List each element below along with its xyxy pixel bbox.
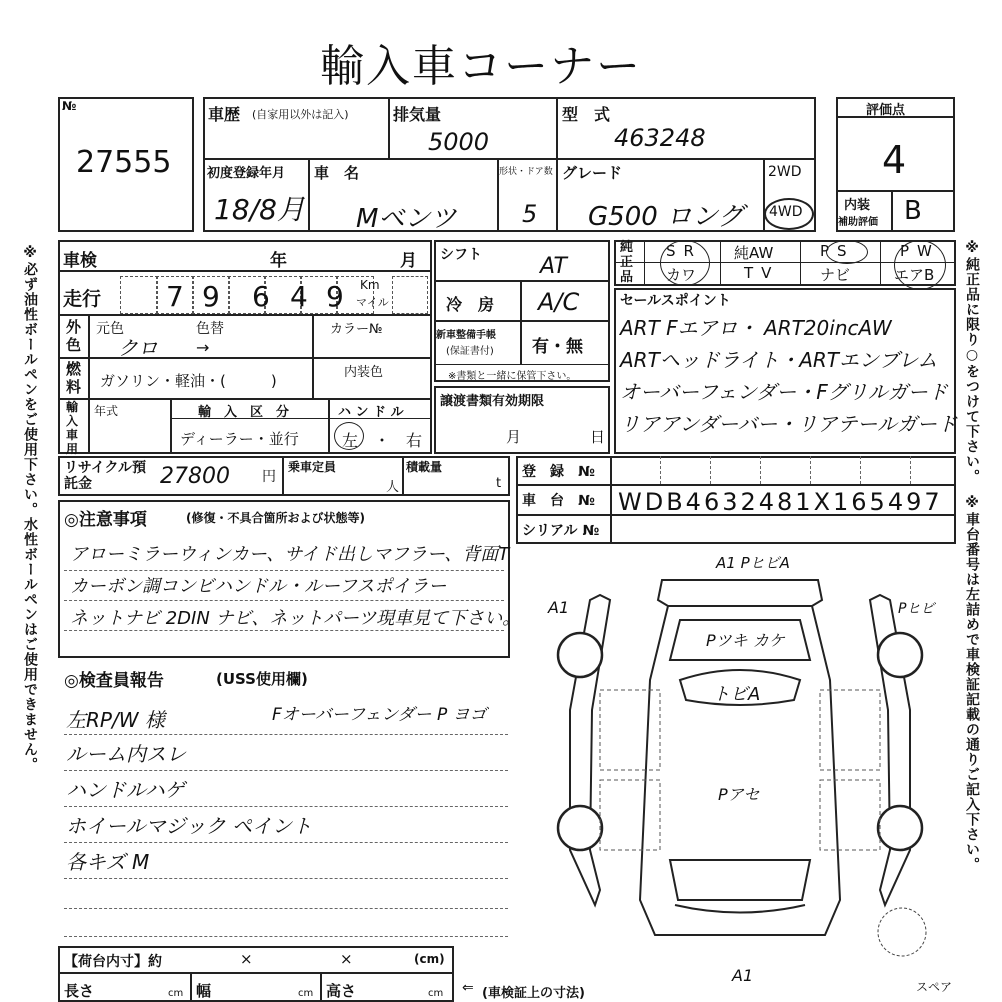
sales-point-3: オーバーフェンダー・Fグリルガード [620,380,948,404]
warranty-note: ※書類と一緒に保管下さい。 [448,371,577,382]
inspector-line-1-right: Fオーバーフェンダー P ヨゴ [272,705,487,725]
equipment-sr: SR [666,242,702,260]
cargo-x1: × [240,950,253,968]
interior-label: 内装 [844,198,871,213]
model-label: 型 式 [562,105,611,124]
cargo-width-label: 幅 [196,982,212,1000]
lot-number: 27555 [76,145,172,180]
wheel-front-left [558,633,602,677]
warranty-sub: (保証書付) [446,346,494,357]
mark-windshield: トビA [712,684,761,705]
left-side-note: ※必ず油性ボールペンをご使用下さい。水性ボールペンはご使用できません。 [22,245,38,772]
equipment-circle-ps [826,240,868,264]
inspector-line-4: ホイールマジック ペイント [66,814,312,838]
mileage-unit-km: Km [360,278,380,292]
mileage-digit-1: 7 [166,280,184,313]
mileage-digit-5: 9 [326,280,344,313]
mileage-digit-2: 9 [202,280,220,313]
equipment-navi: ナビ [820,266,851,284]
equipment-ps: PS [820,242,855,260]
shift-value: AT [540,254,567,279]
history-note: (自家用以外は記入) [252,108,349,121]
mark-right-front: Pヒビ [898,601,935,617]
car-damage-diagram [540,560,950,960]
cargo-unit: (cm) [414,952,445,966]
mileage-unit-mile: マイル [356,296,389,309]
interior-color-label: 内装色 [344,365,384,380]
car-body-outline [658,580,822,606]
score-label: 評価点 [866,103,906,118]
displacement-label: 排気量 [393,105,442,124]
car-name-label: 車 名 [314,164,360,182]
score-value: 4 [882,138,907,182]
transfer-month: 月 [506,428,522,446]
original-color-label: 元色 [96,321,124,337]
chassis-label: 車 台 № [522,493,595,509]
mark-left-front: A1 [548,598,570,617]
wheel-front-right [878,633,922,677]
note-line-3: ネットナビ 2DIN ナビ、ネットパーツ現車見て下さい。 [70,608,521,629]
import-class-value: ディーラー・並行 [180,430,299,448]
equipment-airbag: エアB [894,266,935,284]
model-value: 463248 [614,124,706,152]
right-side-note-2: ※車台番号は左詰めで車検証記載の通りご記入下さい。 [964,495,980,872]
fuel-value: ガソリン・軽油・( ) [100,372,277,390]
handle-value: 左 ・ 右 [342,431,423,450]
equipment-label: 純正品 [620,240,634,285]
interior-sub: 補助評価 [838,217,878,228]
sales-points-label: セールスポイント [620,293,731,309]
grade-value: G500 ロング [588,202,744,232]
doors-label: 形状・ドア数 [499,167,553,177]
cargo-length-cm: cm [168,988,184,999]
spare-label: スペア [916,980,953,994]
grade-label: グレード [562,164,623,182]
lot-label: № [62,99,77,113]
drive-2wd: 2WD [768,164,802,180]
sales-point-4: リアアンダーバー・リアテールガード [620,412,957,436]
mileage-digit-3: 6 [252,280,270,313]
history-label: 車歴 [208,105,241,124]
chassis-value: WDB4632481X165497 [618,488,943,516]
cargo-arrow: ⇐ [462,980,474,996]
spare-wheel [878,908,926,956]
mileage-label: 走行 [63,288,102,310]
page-title: 輸入車コーナー [320,41,642,92]
note-line-1: アローミラーウィンカー、サイド出しマフラー、背面T [70,544,510,565]
mark-rear: A1 [732,966,754,985]
mileage-digit-4: 4 [290,280,308,313]
inspector-line-5: 各キズ M [66,850,150,874]
first-reg-label: 初度登録年月 [207,166,286,181]
cargo-height-cm: cm [428,988,444,999]
equipment-tv: TV [744,264,780,282]
first-reg-value: 18/8月 [214,193,305,226]
inspector-line-1: 左RP/W 様 [66,708,165,732]
inspector-sub: (USS使用欄) [216,670,308,688]
color-no-label: カラー№ [330,322,383,337]
import-label: 輸入車用 [66,400,79,456]
cargo-note: (車検証上の寸法) [482,986,585,1001]
reg-no-label: 登 録 № [522,464,595,480]
import-year-label: 年式 [94,404,119,418]
notes-label: ◎注意事項 [64,510,147,530]
recycle-value: 27800 [160,464,230,489]
mark-front-bumper: A1 PヒビA [716,554,790,572]
import-class-label: 輸 入 区 分 [198,405,290,420]
capacity-label: 乗車定員 [288,460,337,474]
cargo-label: 【荷台内寸】約 [64,954,162,970]
wheel-rear-right [878,806,922,850]
shaken-label: 車検 [63,251,97,271]
inspector-line-3: ハンドルハゲ [66,778,185,802]
shaken-year: 年 [270,251,287,271]
displacement-value: 5000 [428,128,490,156]
load-unit: t [496,476,502,491]
changed-color-label: 色替 [196,321,224,337]
sales-point-2: ARTヘッドライト・ARTエンブレム [620,348,938,372]
mark-roof: Pアセ [718,785,760,804]
load-label: 積載量 [406,460,443,474]
handle-label: ハ ン ド ル [338,405,404,420]
recycle-unit: 円 [262,469,276,485]
original-color-value: クロ [118,336,158,360]
fuel-label: 燃料 [66,360,82,396]
cargo-length-label: 長さ [64,982,95,1000]
cargo-x2: × [340,950,353,968]
notes-sub: (修復・不具合箇所および状態等) [186,511,365,525]
note-line-2: カーボン調コンビハンドル・ルーフスポイラー [70,576,447,597]
wheel-rear-left [558,806,602,850]
handle-left-circle [334,422,364,450]
ac-label: 冷 房 [446,295,495,314]
inspector-label: ◎検査員報告 [64,671,164,691]
outer-color-label: 外色 [66,318,82,354]
doors-value: 5 [522,200,538,228]
ac-value: A/C [538,288,580,316]
cargo-width-cm: cm [298,988,314,999]
equipment-circle-pw [894,240,946,290]
mark-hood: Pツキ カケ [706,631,785,650]
warranty-value: 有・無 [532,337,583,357]
equipment-pw: PW [900,242,940,260]
transfer-label: 譲渡書類有効期限 [440,394,545,409]
shaken-month: 月 [400,251,417,271]
inspector-line-2: ルーム内スレ [66,742,186,766]
equipment-aw: 純AW [734,244,774,262]
shift-label: シフト [440,247,482,263]
drive-4wd: 4WD [769,204,803,220]
recycle-label: リサイクル預託金 [64,460,147,492]
sales-point-1: ART Fエアロ・ ART20incAW [620,316,892,340]
car-name-value: Mベンツ [356,204,457,234]
cargo-height-label: 高さ [326,982,357,1000]
color-arrow: → [196,338,210,357]
right-side-note-1: ※純正品に限り○をつけて下さい。 [964,240,980,484]
inspection-grid [58,240,432,454]
serial-label: シリアル № [522,523,600,539]
interior-value: B [904,196,922,226]
equipment-leather: カワ [666,266,697,284]
capacity-unit: 人 [386,480,400,495]
warranty-label: 新車整備手帳 [436,330,496,341]
transfer-day: 日 [590,428,606,446]
equipment-circle-sr [660,240,710,286]
